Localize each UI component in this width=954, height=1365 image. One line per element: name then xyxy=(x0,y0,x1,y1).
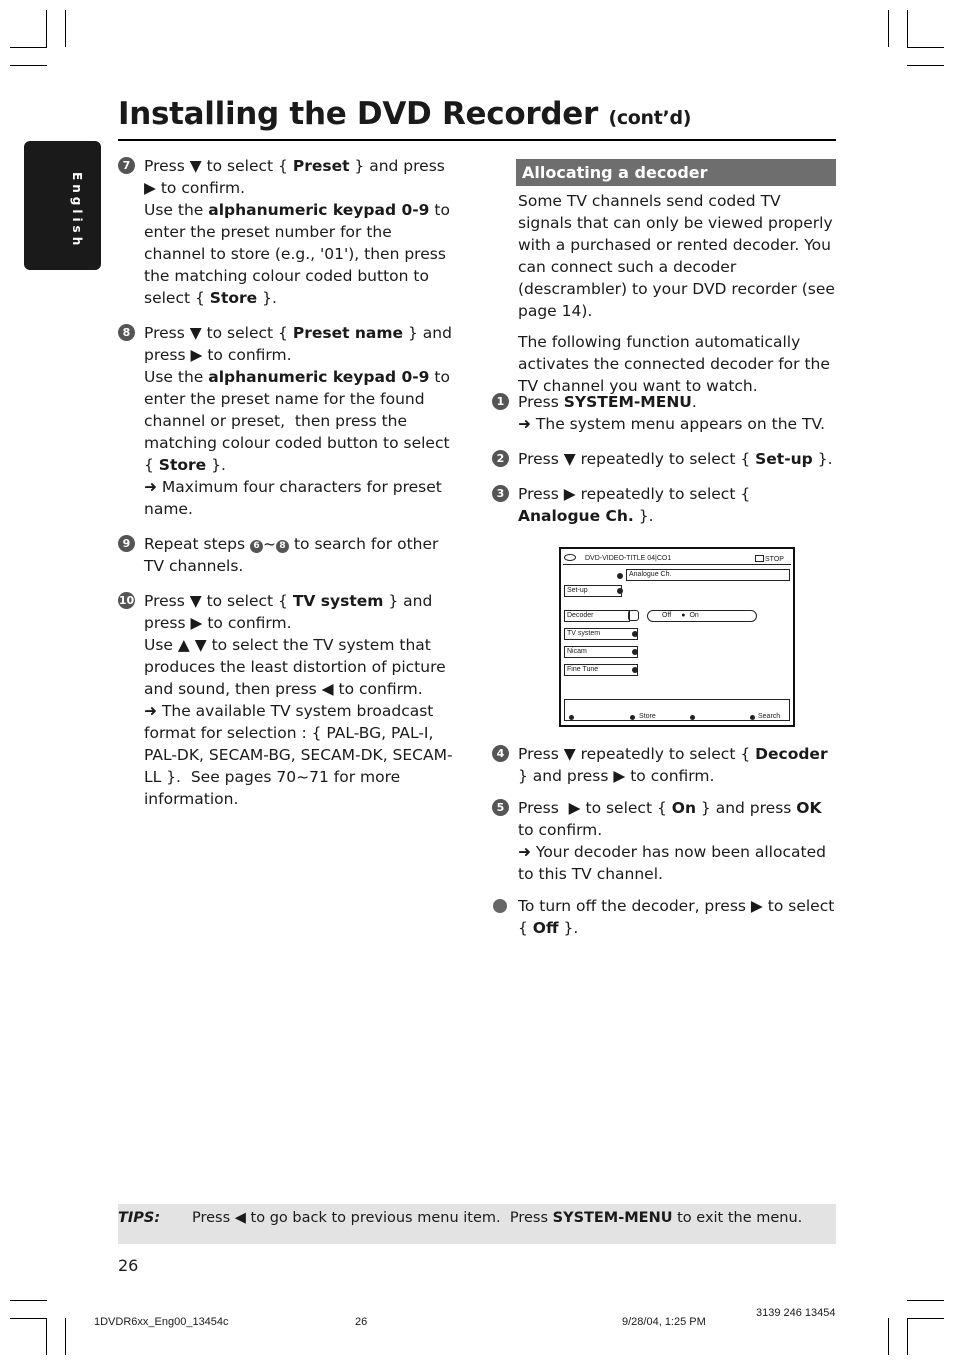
crop-mark xyxy=(907,1318,944,1319)
footer-code: 3139 246 13454 xyxy=(756,1307,836,1319)
step-item xyxy=(492,391,836,435)
osd-bullet xyxy=(569,715,574,720)
tips-bar xyxy=(118,1204,836,1244)
title-rule xyxy=(118,139,836,141)
crop-mark xyxy=(907,65,944,66)
osd-bullet xyxy=(750,715,755,720)
crop-mark xyxy=(10,1300,47,1301)
step-number: 4 xyxy=(492,745,509,762)
step-text: Press ▼ to select { Preset } and press ▶ to confirm. Use the alphanumeric keypad 0-9 to enter the preset number for the channel to store (e.g., '01'), then press the matching colour coded button to select { Store }. xyxy=(144,157,450,307)
crop-mark xyxy=(65,10,66,47)
step-text: Press SYSTEM-MENU. ➜ The system menu appears on the TV. xyxy=(518,393,826,433)
crop-mark xyxy=(888,10,889,47)
step-text: Press ▶ repeatedly to select { Analogue Ch. }. xyxy=(518,485,751,525)
osd-divider xyxy=(563,564,791,565)
step-item xyxy=(118,322,458,520)
language-tab xyxy=(24,141,101,270)
crop-mark xyxy=(10,1318,47,1319)
osd-tv-system: TV system xyxy=(564,628,638,640)
step-text: Press ▼ to select { Preset name } and press ▶ to confirm. Use the alphanumeric keypad 0-9 to enter the preset name for the found channel or preset, then press the matching colour coded button to select { Store }. ➜ Maximum four characters for preset name. xyxy=(144,324,452,518)
osd-bullet xyxy=(617,588,623,594)
step-number: 5 xyxy=(492,799,509,816)
step-item xyxy=(492,797,836,885)
crop-mark xyxy=(65,1318,66,1355)
step-number xyxy=(493,899,507,913)
disc-icon xyxy=(564,554,576,561)
step-text: To turn off the decoder, press ▶ to select { Off }. xyxy=(518,897,835,937)
crop-mark xyxy=(907,10,908,47)
crop-mark xyxy=(46,10,47,47)
crop-mark xyxy=(907,47,944,48)
osd-off: Off xyxy=(662,612,672,619)
language-label: English xyxy=(70,172,84,250)
osd-store: Store xyxy=(639,713,656,720)
step-item xyxy=(492,483,836,527)
page-title xyxy=(118,96,691,132)
right-steps-a xyxy=(492,391,836,540)
crop-mark xyxy=(888,1318,889,1355)
crop-mark xyxy=(46,1318,47,1355)
step-number: 9 xyxy=(118,535,135,552)
step-number: 10 xyxy=(118,594,135,607)
osd-setup: Set-up xyxy=(564,585,622,597)
footer-file: 1DVDR6xx_Eng00_13454c xyxy=(94,1316,229,1328)
step-number: 8 xyxy=(118,324,135,341)
tips-text: Press ◀ to go back to previous menu item. Press SYSTEM-MENU to exit the menu. xyxy=(192,1210,803,1226)
title-suffix: (cont’d) xyxy=(608,107,692,129)
tips-label: TIPS: xyxy=(118,1210,161,1226)
page-number: 26 xyxy=(118,1256,139,1275)
osd-nicam: Nicam xyxy=(564,646,638,658)
step-item xyxy=(492,743,836,787)
section-header: Allocating a decoder xyxy=(516,159,836,186)
step-text: Press ▼ repeatedly to select { Decoder } and press ▶ to confirm. xyxy=(518,745,828,785)
osd-bullet xyxy=(632,649,638,655)
crop-mark xyxy=(10,47,47,48)
osd-bullet xyxy=(690,715,695,720)
osd-menu-header: Analogue Ch. xyxy=(626,569,790,581)
right-intro xyxy=(518,190,836,406)
osd-decoder-options xyxy=(647,610,757,622)
step-number: 1 xyxy=(492,393,509,410)
osd-bottom-bar xyxy=(564,699,790,721)
step-number: 2 xyxy=(492,450,509,467)
footer-page: 26 xyxy=(355,1316,368,1328)
footer-date: 9/28/04, 1:25 PM xyxy=(622,1316,706,1328)
step-text: Press ▶ to select { On } and press OK to confirm. ➜ Your decoder has now been allocated to this TV channel. xyxy=(518,799,826,883)
step-number: 3 xyxy=(492,485,509,502)
osd-bullet xyxy=(632,667,638,673)
step-item xyxy=(492,448,836,470)
osd-decoder: Decoder xyxy=(564,610,630,622)
osd-on: On xyxy=(689,612,699,619)
osd-bullet xyxy=(630,715,635,720)
step-text: Press ▼ repeatedly to select { Set-up }. xyxy=(518,450,833,468)
osd-search: Search xyxy=(758,713,781,720)
selector-icon xyxy=(628,610,639,621)
step-item xyxy=(118,533,458,577)
osd-fine-tune: Fine Tune xyxy=(564,664,638,676)
crop-mark xyxy=(10,65,47,66)
step-item xyxy=(492,895,836,939)
step-number: 7 xyxy=(118,157,135,174)
step-text: Press ▼ to select { TV system } and press ▶ to confirm. Use ▲ ▼ to select the TV system that produces the least distortion of picture and sound, then press ◀ to confirm. ➜ The available TV system broadcast format for selection : { PAL-BG, PAL-I, PAL-DK, SECAM-BG, SECAM-DK, SECAM-LL }. See pages 70~71 for more information. xyxy=(144,592,453,808)
osd-bullet xyxy=(617,573,623,579)
osd-status: STOP xyxy=(765,556,784,563)
osd-dot: ● xyxy=(681,612,686,619)
step-item xyxy=(118,155,458,309)
step-text: Repeat steps 6 ~ 8 to search for other TV channels. xyxy=(144,535,439,575)
crop-mark xyxy=(907,1318,908,1355)
intro-paragraph: Some TV channels send coded TV signals that can only be viewed properly with a purchased or rented decoder. You can connect such a decoder (descrambler) to your DVD recorder (see page 14). xyxy=(518,192,835,320)
intro-paragraph: The following function automatically activates the connected decoder for the TV channel you want to watch. xyxy=(518,333,830,395)
step-item xyxy=(118,590,458,810)
title-text: Installing the DVD Recorder xyxy=(118,96,598,132)
crop-mark xyxy=(907,1300,944,1301)
osd-screenshot xyxy=(559,547,795,727)
stop-icon xyxy=(755,555,764,562)
right-steps-b xyxy=(492,743,836,949)
osd-bullet xyxy=(632,631,638,637)
left-column xyxy=(118,155,458,823)
osd-title: DVD-VIDEO-TITLE 04|CO1 xyxy=(585,555,672,562)
